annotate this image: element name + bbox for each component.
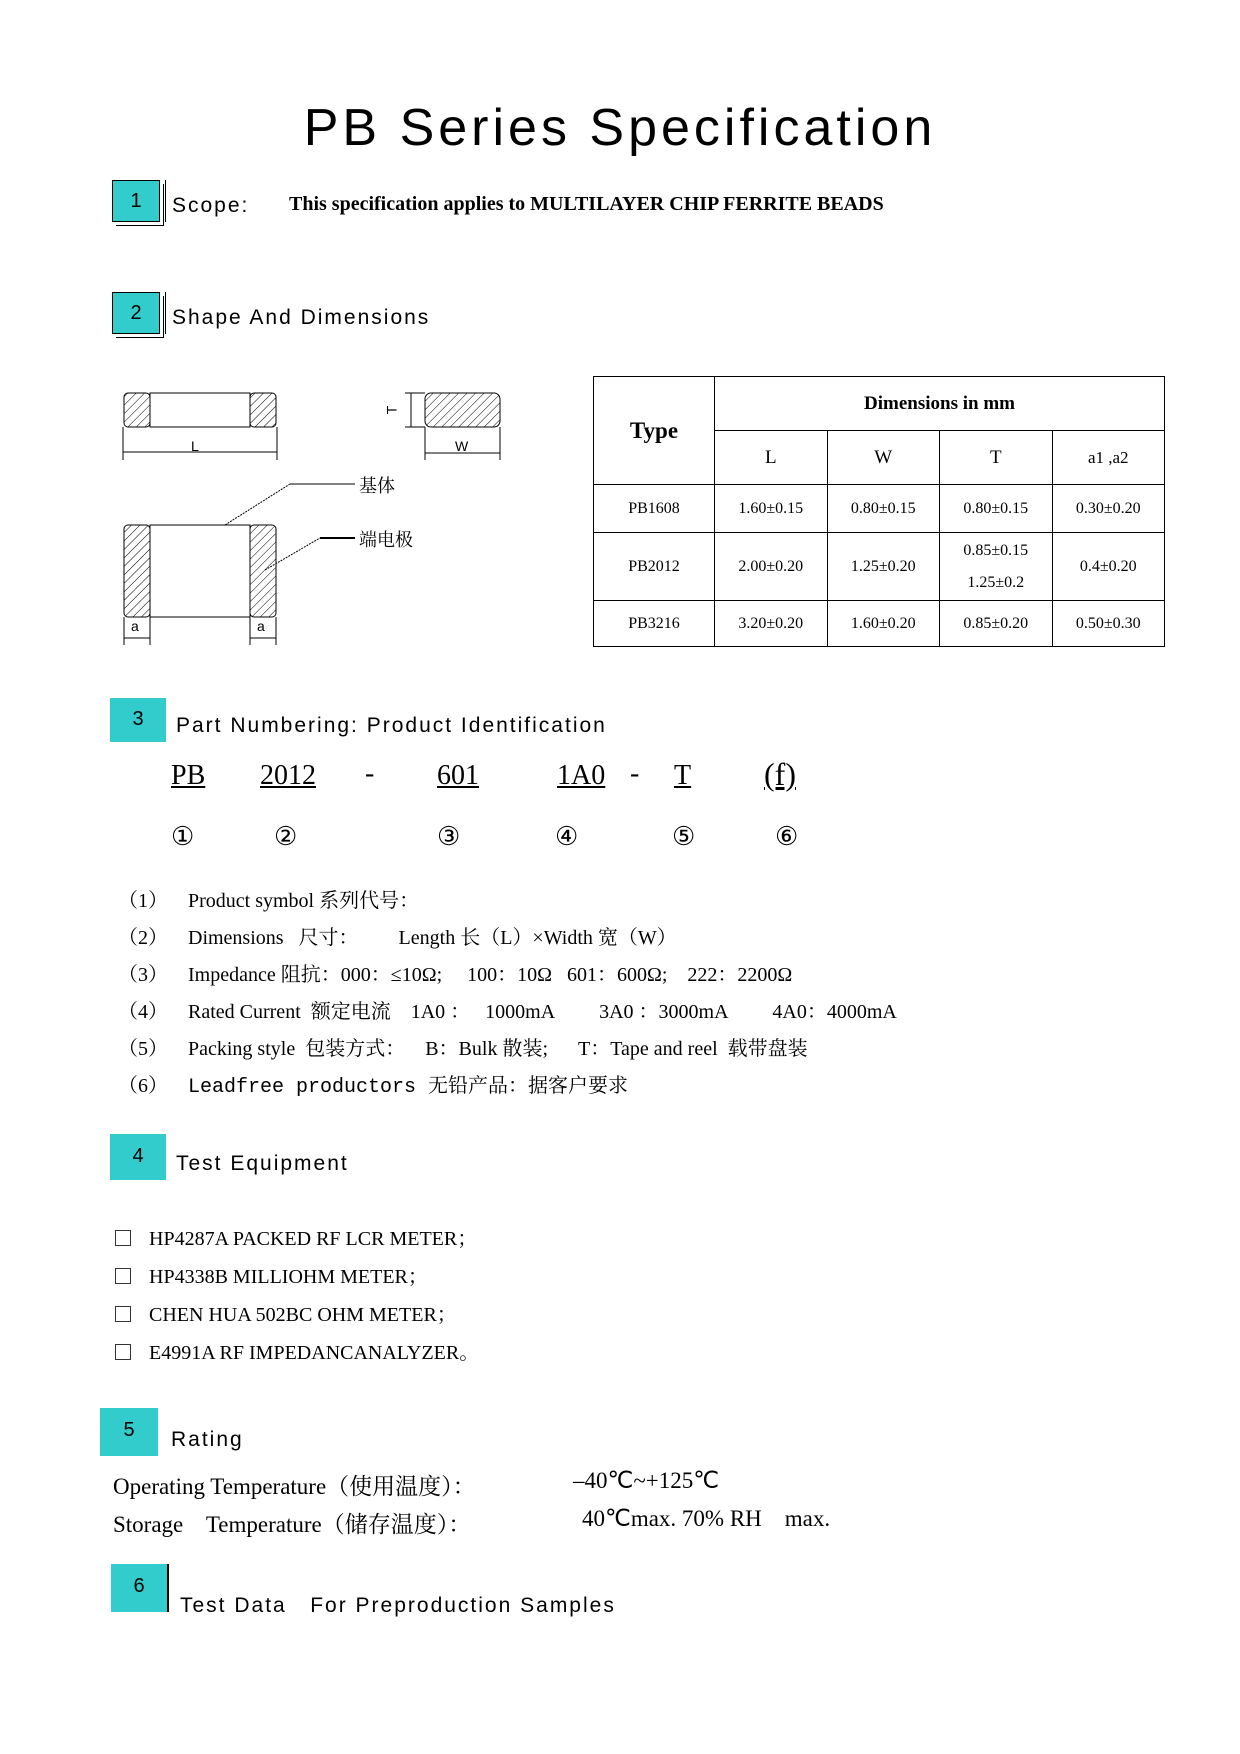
- equipment-item: HP4287A PACKED RF LCR METER；: [115, 1222, 479, 1260]
- checkbox-icon: [115, 1344, 131, 1360]
- section-5-title: Rating: [171, 1428, 244, 1451]
- page-title: PB Series Specification: [303, 99, 937, 157]
- label-a2: a: [257, 618, 265, 634]
- part-code-size: 2012: [260, 760, 316, 791]
- checkbox-icon: [115, 1230, 131, 1246]
- cell-a: 0.50±0.30: [1052, 601, 1165, 647]
- legend-item-1: （1） Product symbol 系列代号：: [118, 890, 420, 912]
- chip-dimension-diagram: [115, 380, 515, 650]
- section-3-title: Part Numbering: Product Identification: [176, 714, 607, 737]
- label-L: L: [191, 438, 199, 454]
- legend-item-5: （5） Packing style 包装方式： B：Bulk 散装; T：Tape and reel 载带盘装: [118, 1038, 808, 1060]
- cell-W: 1.60±0.20: [827, 601, 940, 647]
- cell-type: PB1608: [594, 485, 715, 533]
- table-row: [594, 601, 1165, 647]
- legend-item-3: （3） Impedance 阻抗：000：≤10Ω; 100：10Ω 601：600Ω; 222：2200Ω: [118, 964, 793, 986]
- callout-electrode: 端电极: [359, 530, 413, 551]
- col-a: a1 ,a2: [1052, 431, 1165, 485]
- cell-L: 2.00±0.20: [715, 533, 828, 601]
- section-1-title: Scope:: [172, 194, 250, 217]
- cell-L: 1.60±0.15: [715, 485, 828, 533]
- marker-2: ②: [274, 822, 298, 852]
- part-code-dash: -: [630, 758, 640, 789]
- marker-4: ④: [555, 822, 579, 852]
- cell-T: [940, 533, 1053, 601]
- marker-6: ⑥: [775, 822, 799, 852]
- section-5-badge: 5: [100, 1408, 158, 1456]
- storage-temp-label: Storage Temperature（储存温度）：: [113, 1512, 472, 1537]
- cell-L: 3.20±0.20: [715, 601, 828, 647]
- section-4-badge: 4: [110, 1134, 166, 1180]
- label-T: T: [383, 405, 400, 415]
- section-1-badge: 1: [112, 180, 160, 222]
- marker-1: ①: [171, 822, 195, 852]
- cell-a: 0.4±0.20: [1052, 533, 1165, 601]
- part-number-legend: [118, 884, 897, 1106]
- part-code-packing: T: [674, 760, 692, 791]
- cell-a: 0.30±0.20: [1052, 485, 1165, 533]
- cell-T-line2: 1.25±0.2: [967, 573, 1025, 591]
- cell-T: 0.85±0.20: [940, 601, 1053, 647]
- cell-type: PB2012: [594, 533, 715, 601]
- equipment-item: CHEN HUA 502BC OHM METER；: [115, 1298, 479, 1336]
- equipment-item: HP4338B MILLIOHM METER；: [115, 1260, 479, 1298]
- legend-item-4: （4） Rated Current 额定电流 1A0 ： 1000mA 3A0 ：3000mA 4A0：4000mA: [118, 1001, 897, 1023]
- section-6-title: Test Data For Preproduction Samples: [180, 1594, 616, 1617]
- label-W: W: [455, 438, 469, 454]
- section-3-badge: 3: [110, 698, 166, 742]
- table-row: [594, 485, 1165, 533]
- checkbox-icon: [115, 1268, 131, 1284]
- marker-5: ⑤: [672, 822, 696, 852]
- equipment-item: E4991A RF IMPEDANCANALYZER。: [115, 1336, 479, 1374]
- section-6-badge: 6: [111, 1564, 169, 1612]
- scope-text: This specification applies to MULTILAYER CHIP FERRITE BEADS: [289, 193, 884, 215]
- col-W: W: [827, 431, 940, 485]
- legend-item-6: （6） Leadfree productors 无铅产品：据客户要求: [118, 1075, 629, 1099]
- part-code-dash: -: [365, 758, 375, 789]
- dimensions-header: Dimensions in mm: [715, 377, 1165, 431]
- part-code-current: 1A0: [557, 760, 606, 791]
- storage-temp-value: 40℃max. 70% RH max.: [582, 1506, 831, 1531]
- operating-temp-value: –40℃~+125℃: [573, 1468, 720, 1493]
- operating-temp-label: Operating Temperature（使用温度）：: [113, 1474, 476, 1499]
- part-code-impedance: 601: [437, 760, 479, 791]
- legend-item-2: （2） Dimensions 尺寸： Length 长（L）×Width 宽（W）: [118, 927, 677, 949]
- col-L: L: [715, 431, 828, 485]
- col-T: T: [940, 431, 1053, 485]
- cell-T-line1: 0.85±0.15: [963, 541, 1029, 559]
- chip-drawing-icon: [115, 380, 515, 650]
- section-2-badge: 2: [112, 292, 160, 334]
- section-4-title: Test Equipment: [176, 1152, 349, 1175]
- table-row: [594, 533, 1165, 601]
- type-header: Type: [594, 377, 715, 485]
- equipment-list: [115, 1222, 479, 1374]
- cell-W: 0.80±0.15: [827, 485, 940, 533]
- part-code-leadfree: (f): [764, 756, 796, 792]
- section-2-title: Shape And Dimensions: [172, 306, 431, 329]
- marker-3: ③: [437, 822, 461, 852]
- cell-W: 1.25±0.20: [827, 533, 940, 601]
- callout-body: 基体: [359, 476, 395, 497]
- cell-T: 0.80±0.15: [940, 485, 1053, 533]
- cell-type: PB3216: [594, 601, 715, 647]
- part-code-series: PB: [171, 760, 206, 791]
- dimensions-table: [593, 376, 1165, 647]
- checkbox-icon: [115, 1306, 131, 1322]
- label-a1: a: [131, 618, 139, 634]
